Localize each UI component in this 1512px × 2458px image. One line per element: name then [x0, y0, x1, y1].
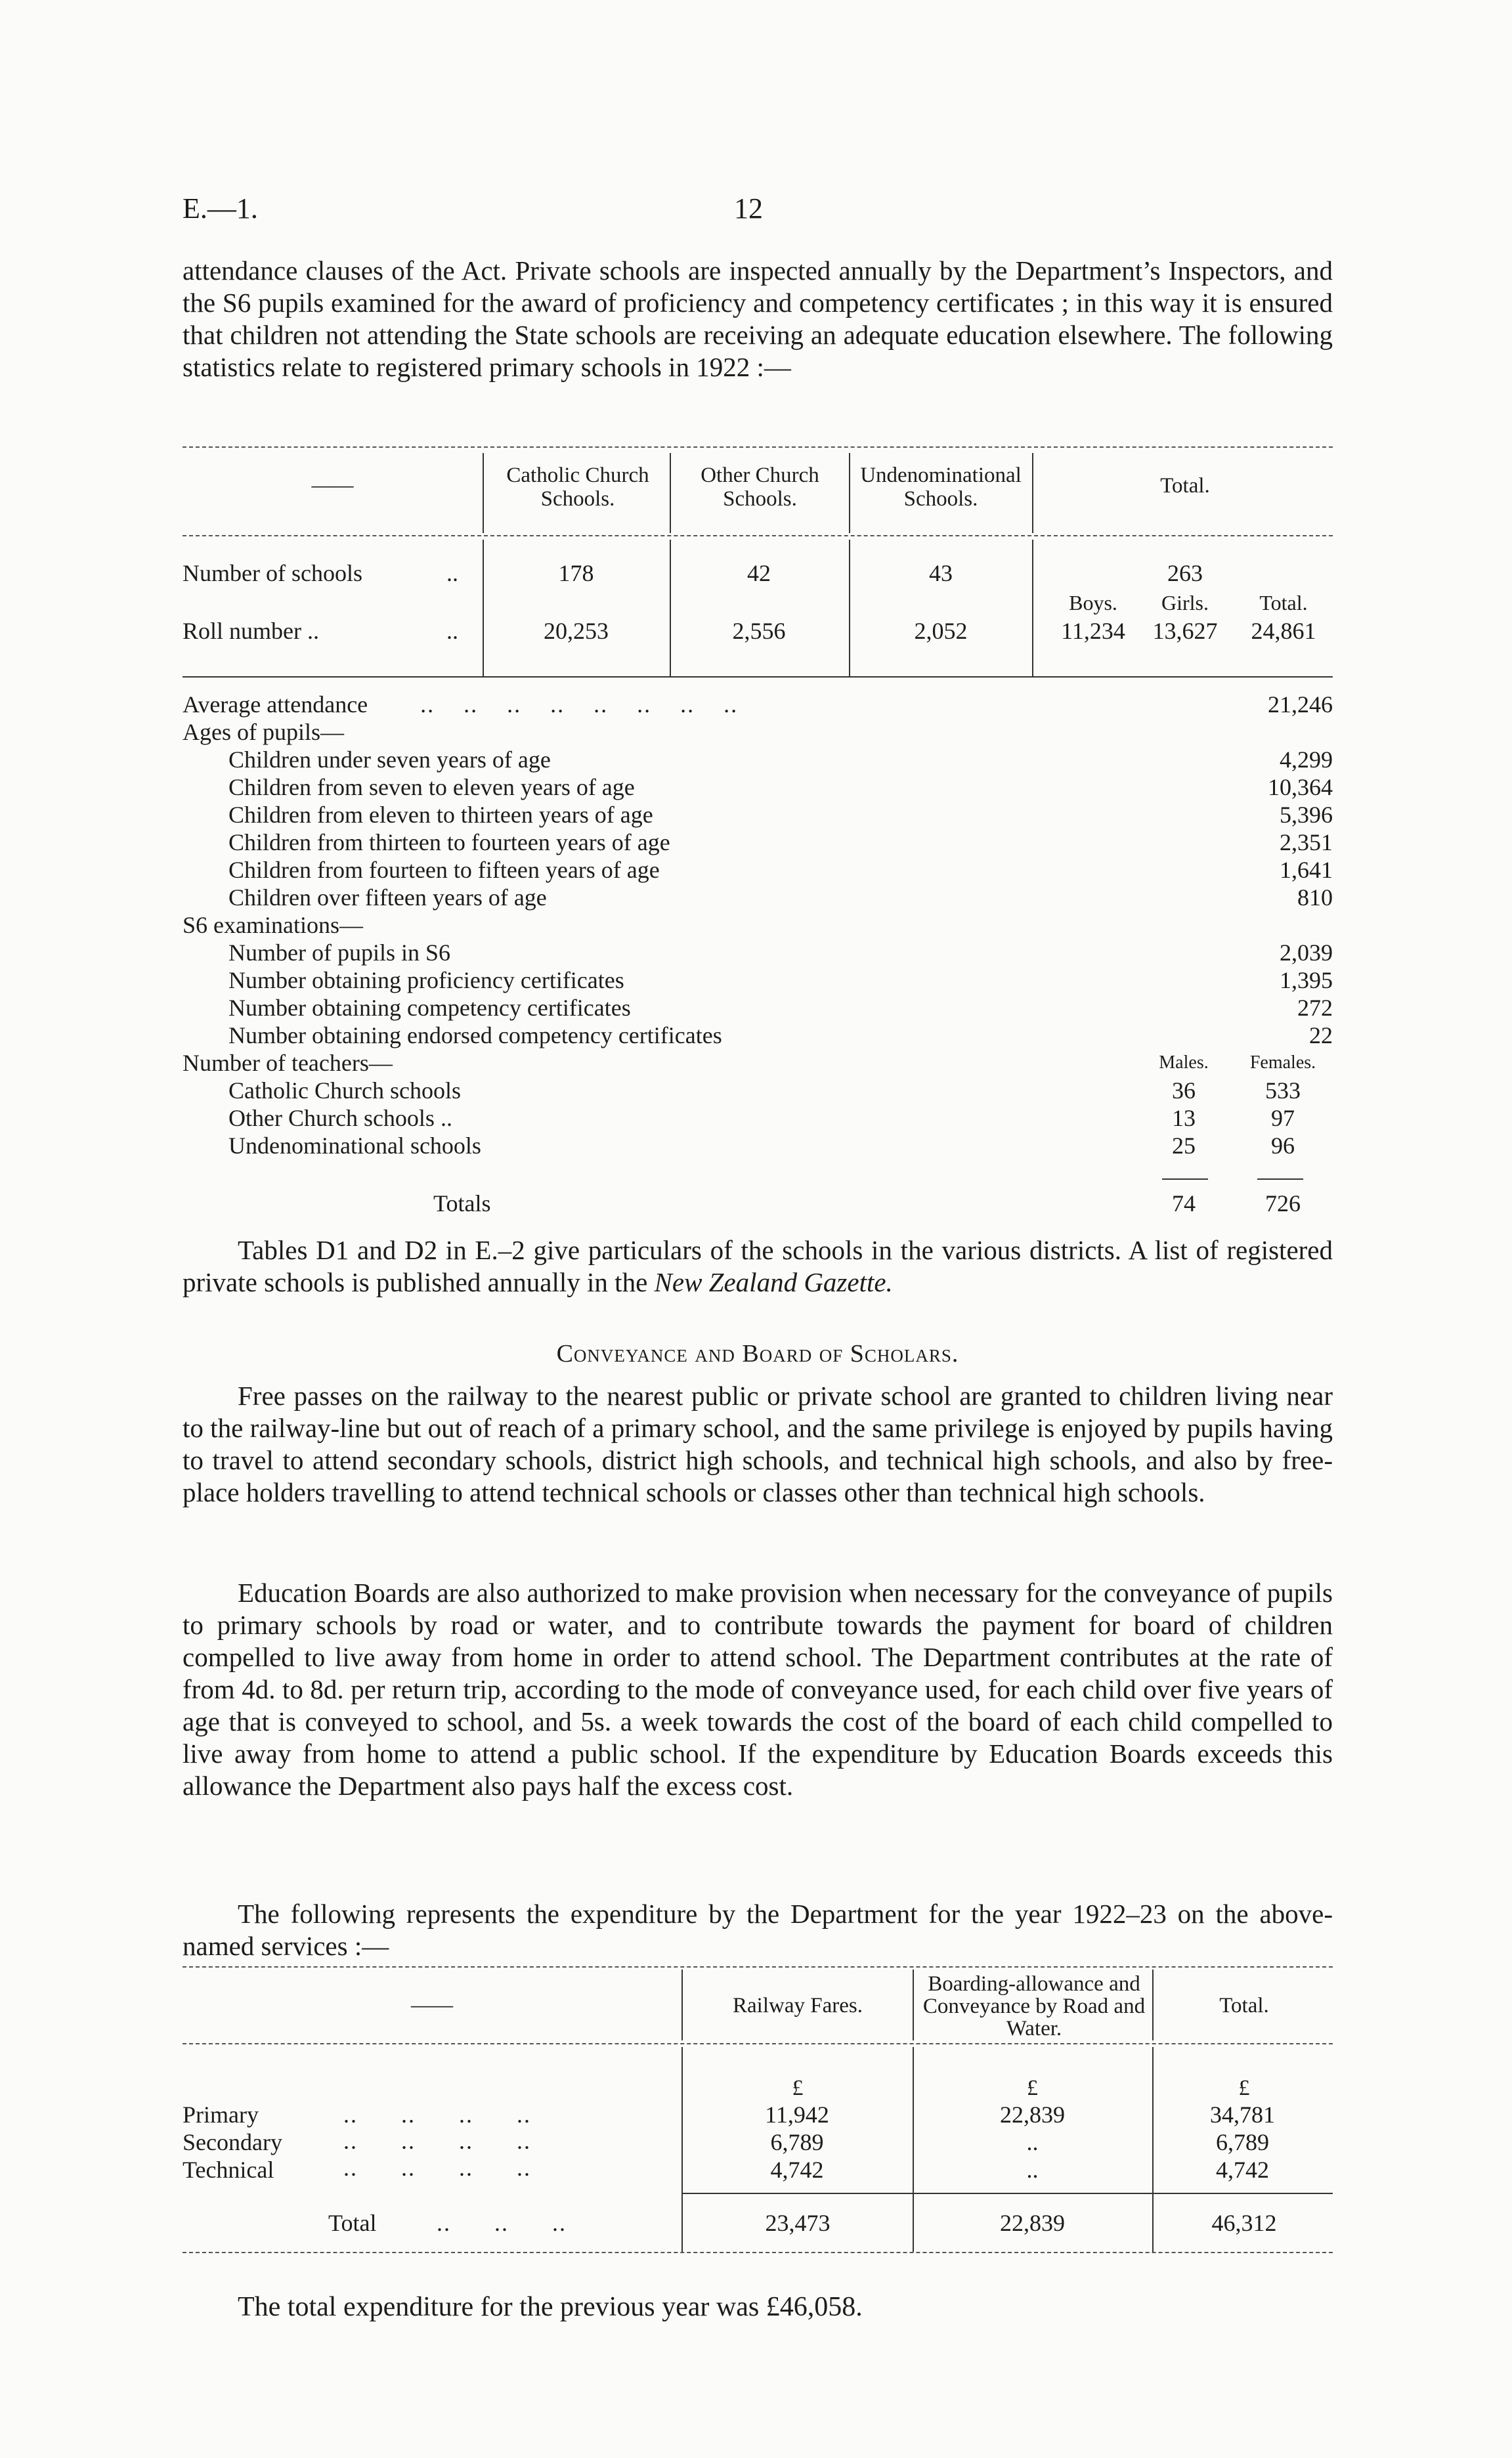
intro-paragraph: attendance clauses of the Act. Private schools are inspected annually by the Department’s Inspectors, and the S6 pupils examined for the award of proficiency and competency certificates ; in this way it is ensured that children not attending the State schools are receiving an adequate education elsewhere. The following statistics relate to registered primary schools in 1922 :—: [183, 255, 1333, 382]
section-heading: Ages of pupils—: [183, 719, 344, 745]
header-total: Total.: [1160, 474, 1210, 498]
row-number-of-schools-label: Number of schools: [183, 560, 362, 586]
roll-total: 24,861: [1251, 618, 1316, 644]
schools-total: 263: [1167, 560, 1203, 586]
page-reference: E.—1.: [183, 192, 258, 225]
list-item: Children over fifteen years of age 810: [228, 884, 1333, 911]
list-item: Number of pupils in S6 2,039: [228, 939, 1333, 966]
tables-paragraph: Tables D1 and D2 in E.–2 give particulars of the schools in the various districts. A list of registered private schools is published annually in the New Zealand Gazette.: [183, 1235, 1333, 1297]
roll-boys: 11,234: [1061, 618, 1125, 644]
list-item: Number obtaining endorsed competency certificates 22: [228, 1022, 1333, 1048]
list-item: Children from seven to eleven years of age 10,364: [228, 774, 1333, 800]
free-passes-paragraph: Free passes on the railway to the nearest public or private school are granted to children living near to the railway-line but out of reach of a primary school, and the same privilege is enjoyed by pupils having to travel to attend secondary schools, district high schools, and technical high schools, and also by free-place holders travelling to attend technical schools or classes other than technical high schools.: [183, 1381, 1333, 1507]
total-boarding: 22,839: [1000, 2210, 1065, 2236]
roll-catholic: 20,253: [544, 618, 609, 644]
previous-year-paragraph: The total expenditure for the previous year was £46,058.: [238, 2292, 863, 2322]
list-item: Other Church schools .. 13 97: [228, 1105, 1295, 1131]
header-boarding: Boarding-allowance and Conveyance by Road and Water.: [922, 1972, 1146, 2040]
education-boards-paragraph: Education Boards are also authorized to make provision when necessary for the conveyance of pupils to primary schools by road or water, and to contribute towards the payment for board of children compelled to live away from home in order to attend school. The Department contributes at the rate of from 4d. to 8d. per return trip, according to the mode of conveyance used, for each child over five years of age that is conveyed to school, and 5s. a week towards the cost of the board of each child compelled to live away from home to attend a public school. If the expenditure by Education Boards exceeds this allowance the Department also pays half the excess cost.: [183, 1578, 1333, 1801]
header-undenominational: Undenominational Schools.: [860, 464, 1022, 511]
page-number: 12: [734, 192, 763, 225]
totals-label: Totals: [433, 1190, 491, 1217]
header-total: Total.: [1219, 1994, 1269, 2017]
totals-females: 726: [1265, 1190, 1301, 1217]
list-item: Children from thirteen to fourteen years of age 2,351: [228, 829, 1333, 855]
row-roll-number-label: Roll number ..: [183, 618, 319, 644]
list-item: Average attendance .. .. .. .. .. .. .. .. 21,246: [183, 691, 1333, 718]
roll-other: 2,556: [732, 618, 786, 644]
table2-dash: ——: [411, 1993, 453, 2016]
totals-males: 74: [1172, 1190, 1196, 1217]
schools-other: 42: [747, 560, 771, 586]
list-item: Children under seven years of age 4,299: [228, 746, 1333, 773]
section-heading: S6 examinations—: [183, 912, 363, 938]
schools-catholic: 178: [558, 560, 594, 586]
row-dots: ..: [446, 560, 458, 586]
statistics-list: [183, 691, 1333, 1159]
header-railway: Railway Fares.: [733, 1994, 863, 2017]
list-item: Number obtaining competency certificates 272: [228, 995, 1333, 1021]
section-heading: Number of teachers—: [183, 1050, 393, 1076]
stat-label: Average attendance: [183, 691, 368, 718]
total-row-label: Total: [328, 2210, 377, 2236]
list-item: Undenominational schools 25 96: [228, 1132, 1295, 1159]
sub-header-boys: Boys.: [1069, 591, 1117, 614]
currency-total: £: [1238, 2076, 1250, 2100]
list-item: Number obtaining proficiency certificates 1,395: [228, 967, 1333, 993]
currency-railway: £: [792, 2076, 804, 2100]
table-row: Secondary 6,789 .. 6,789: [183, 2129, 1269, 2155]
table1-dash: ——: [311, 473, 354, 496]
schools-undenom: 43: [929, 560, 953, 586]
list-item: Children from eleven to thirteen years of age 5,396: [228, 802, 1333, 828]
header-other-church: Other Church Schools.: [701, 464, 819, 511]
stat-value: 21,246: [1268, 691, 1333, 718]
header-catholic: Catholic Church Schools.: [506, 464, 649, 511]
total-railway: 23,473: [765, 2210, 831, 2236]
list-item: Children from fourteen to fifteen years of age 1,641: [228, 857, 1333, 883]
total-overall: 46,312: [1211, 2210, 1277, 2236]
col-females: Females.: [1249, 1052, 1316, 1073]
table-row: Technical 4,742 .. 4,742: [183, 2157, 1269, 2183]
sub-header-girls: Girls.: [1161, 591, 1209, 614]
row-dots: ..: [446, 618, 458, 644]
expenditure-intro-paragraph: The following represents the expenditure by the Department for the year 1922–23 on the above-named services :—: [183, 1899, 1333, 1961]
sub-header-total: Total.: [1259, 591, 1308, 614]
section-heading-conveyance: Conveyance and Board of Scholars.: [556, 1340, 959, 1368]
roll-girls: 13,627: [1152, 618, 1218, 644]
list-item: Catholic Church schools 36 533: [228, 1077, 1301, 1104]
col-males: Males.: [1159, 1052, 1209, 1073]
currency-boarding: £: [1027, 2076, 1038, 2100]
table-row: Primary .. .. .. .. 11,942 22,839 34,781: [183, 2102, 1275, 2128]
roll-undenom: 2,052: [914, 618, 968, 644]
